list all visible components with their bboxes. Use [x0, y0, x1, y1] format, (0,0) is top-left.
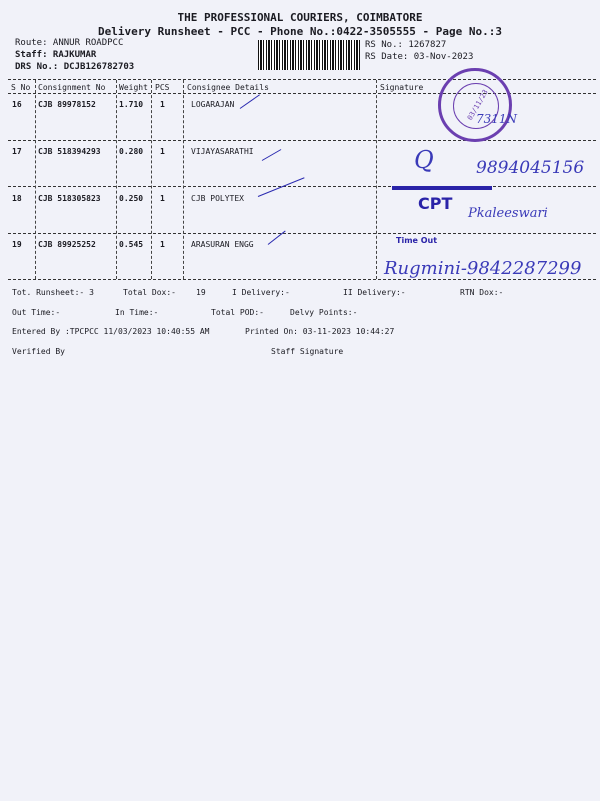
col-header-pcs: PCS — [155, 83, 170, 92]
column-divider — [376, 80, 377, 279]
row-weight: 0.545 — [119, 240, 144, 249]
pen-tick-mark — [258, 177, 305, 197]
row-sno: 19 — [12, 240, 22, 249]
staff-signature: Staff Signature — [271, 347, 344, 356]
col-header-consignment: Consignment No — [38, 83, 106, 92]
cpt-stamp: CPT — [418, 194, 453, 213]
rs-date: RS Date: 03-Nov-2023 — [365, 52, 474, 62]
handwritten-signature: Rugmini-9842287299 — [384, 258, 582, 279]
ink-stamp-bar — [392, 186, 492, 190]
stamp-date: 03/11/23 — [465, 88, 490, 122]
col-header-consignee: Consignee Details — [187, 83, 269, 92]
drs-number: DRS No.: DCJB126782703 — [15, 62, 135, 72]
delvy-points: Delvy Points:- — [290, 308, 358, 317]
col-header-weight: Weight — [119, 83, 148, 92]
row-consignment: CJB 89925252 — [38, 240, 96, 249]
table-bottom-rule — [8, 279, 596, 280]
row-pcs: 1 — [160, 147, 165, 156]
row-consignee: LOGARAJAN — [191, 100, 235, 109]
rtn-dox: RTN Dox:- — [460, 288, 504, 297]
total-dox-value: 19 — [196, 288, 206, 297]
column-divider — [116, 80, 117, 279]
col-header-sno: S No — [11, 83, 31, 92]
row-weight: 1.710 — [119, 100, 144, 109]
row-consignee: CJB POLYTEX — [191, 194, 244, 203]
total-runsheet: Tot. Runsheet:- 3 — [12, 288, 94, 297]
verified-by: Verified By — [12, 347, 65, 356]
handwritten-initial: Q — [414, 146, 434, 174]
pen-tick-mark — [240, 94, 260, 109]
out-time: Out Time:- — [12, 308, 61, 317]
runsheet-subtitle: Delivery Runsheet - PCC - Phone No.:0422-3505555 - Page No.:3 — [98, 25, 502, 38]
i-delivery: I Delivery:- — [232, 288, 290, 297]
time-out-stamp: Time Out — [396, 236, 438, 245]
printed-on: Printed On: 03-11-2023 10:44:27 — [245, 327, 395, 336]
row-divider — [8, 140, 596, 141]
row-sno: 16 — [12, 100, 22, 109]
barcode — [258, 40, 360, 70]
row-pcs: 1 — [160, 240, 165, 249]
route-label: Route: ANNUR ROADPCC — [15, 38, 124, 48]
total-pod: Total POD:- — [211, 308, 264, 317]
row-consignment: CJB 89978152 — [38, 100, 96, 109]
row-weight: 0.280 — [119, 147, 144, 156]
row-sno: 18 — [12, 194, 22, 203]
column-divider — [35, 80, 36, 279]
in-time: In Time:- — [115, 308, 159, 317]
row-consignment: CJB 518305823 — [38, 194, 101, 203]
row-pcs: 1 — [160, 100, 165, 109]
row-consignment: CJB 518394293 — [38, 147, 101, 156]
handwritten-signature: 7311N — [476, 112, 518, 126]
staff-label: Staff: RAJKUMAR — [15, 50, 97, 60]
table-top-rule — [8, 79, 596, 80]
ii-delivery: II Delivery:- — [343, 288, 406, 297]
column-divider — [183, 80, 184, 279]
pen-tick-mark — [262, 149, 282, 161]
row-divider — [8, 233, 596, 234]
rs-number: RS No.: 1267827 — [365, 40, 447, 50]
handwritten-signature: Pkaleeswari — [468, 206, 548, 221]
row-consignee: VIJAYASARATHI — [191, 147, 254, 156]
row-consignee: ARASURAN ENGG — [191, 240, 254, 249]
column-divider — [151, 80, 152, 279]
row-weight: 0.250 — [119, 194, 144, 203]
company-round-stamp — [438, 68, 512, 142]
company-title: THE PROFESSIONAL COURIERS, COIMBATORE — [177, 11, 423, 24]
handwritten-phone: 9894045156 — [476, 158, 585, 178]
entered-by: Entered By :TPCPCC 11/03/2023 10:40:55 AM — [12, 327, 210, 336]
row-sno: 17 — [12, 147, 22, 156]
total-dox-label: Total Dox:- — [123, 288, 176, 297]
col-header-signature: Signature — [380, 83, 424, 92]
row-pcs: 1 — [160, 194, 165, 203]
row-divider — [8, 186, 596, 187]
